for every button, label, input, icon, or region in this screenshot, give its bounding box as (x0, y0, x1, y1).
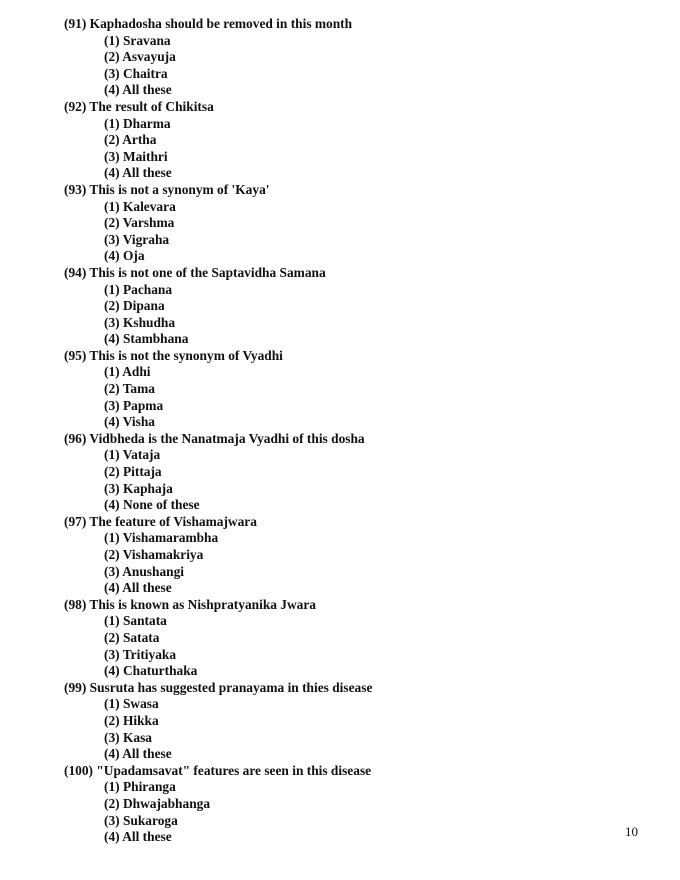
answer-option: (3) Anushangi (104, 563, 185, 579)
question-item (64, 514, 372, 597)
answer-option: (4) All these (104, 82, 172, 98)
answer-option: (1) Dharma (104, 115, 171, 131)
question-text: (99) Susruta has suggested pranayama in thies disease (64, 679, 373, 695)
question-item (64, 99, 372, 182)
question-text: (93) This is not a synonym of 'Kaya' (64, 181, 270, 197)
answer-option: (3) Papma (104, 397, 164, 413)
answer-option: (2) Dhwajabhanga (104, 795, 211, 811)
answer-option: (3) Kaphaja (104, 480, 173, 496)
option-list (64, 779, 372, 845)
answer-option: (3) Kasa (104, 729, 152, 745)
question-item (64, 265, 372, 348)
answer-option: (1) Kalevara (104, 198, 176, 214)
answer-option: (2) Satata (104, 629, 160, 645)
answer-option: (3) Kshudha (104, 314, 176, 330)
option-list (64, 282, 372, 348)
question-item (64, 182, 372, 265)
answer-option: (4) None of these (104, 497, 200, 513)
answer-option: (4) All these (104, 165, 172, 181)
question-text: (98) This is known as Nishpratyanika Jwara (64, 596, 317, 612)
answer-option: (1) Phiranga (104, 779, 176, 795)
option-list (64, 530, 372, 596)
question-text: (94) This is not one of the Saptavidha Samana (64, 264, 326, 280)
answer-option: (2) Asvayuja (104, 49, 176, 65)
answer-option: (2) Vishamakriya (104, 547, 204, 562)
question-item (64, 763, 372, 846)
answer-option: (4) All these (104, 746, 172, 762)
answer-option: (1) Santata (104, 613, 167, 629)
answer-option: (1) Pachana (104, 281, 173, 297)
question-item (64, 597, 372, 680)
answer-option: (2) Dipana (104, 298, 165, 314)
option-list (64, 199, 372, 265)
question-item (64, 348, 372, 431)
question-item (64, 16, 372, 99)
answer-option: (1) Vishamarambha (104, 530, 219, 546)
answer-option: (2) Hikka (104, 712, 159, 728)
option-list (64, 447, 372, 513)
question-text: (96) Vidbheda is the Nanatmaja Vyadhi of this dosha (64, 430, 365, 446)
answer-option: (3) Maithri (104, 148, 168, 164)
answer-option: (2) Pittaja (104, 464, 162, 480)
answer-option: (4) Stambhana (104, 331, 189, 347)
page-number: 10 (625, 824, 638, 839)
answer-option: (3) Chaitra (104, 65, 168, 81)
question-text: (100) "Upadamsavat" features are seen in this disease (64, 762, 372, 778)
answer-option: (2) Varshma (104, 215, 175, 231)
answer-option: (3) Tritiyaka (104, 646, 177, 662)
answer-option: (4) Chaturthaka (104, 663, 198, 679)
answer-option: (2) Artha (104, 132, 157, 148)
answer-option: (4) Visha (104, 414, 155, 430)
question-item (64, 431, 372, 514)
option-list (64, 613, 372, 679)
question-list (64, 16, 372, 846)
question-item (64, 680, 372, 763)
answer-option: (4) All these (104, 829, 172, 845)
question-text: (95) This is not the synonym of Vyadhi (64, 347, 283, 363)
answer-option: (1) Swasa (104, 696, 159, 712)
option-list (64, 364, 372, 430)
answer-option: (3) Sukaroga (104, 812, 178, 828)
question-text: (97) The feature of Vishamajwara (64, 513, 257, 529)
answer-option: (3) Vigraha (104, 231, 170, 247)
option-list (64, 33, 372, 99)
question-text: (91) Kaphadosha should be removed in this month (64, 16, 353, 31)
answer-option: (1) Sravana (104, 32, 171, 48)
question-text: (92) The result of Chikitsa (64, 98, 214, 114)
answer-option: (2) Tama (104, 381, 155, 397)
answer-option: (4) All these (104, 580, 172, 596)
option-list (64, 116, 372, 182)
answer-option: (1) Adhi (104, 364, 151, 380)
answer-option: (4) Oja (104, 248, 145, 264)
option-list (64, 696, 372, 762)
answer-option: (1) Vataja (104, 447, 161, 463)
